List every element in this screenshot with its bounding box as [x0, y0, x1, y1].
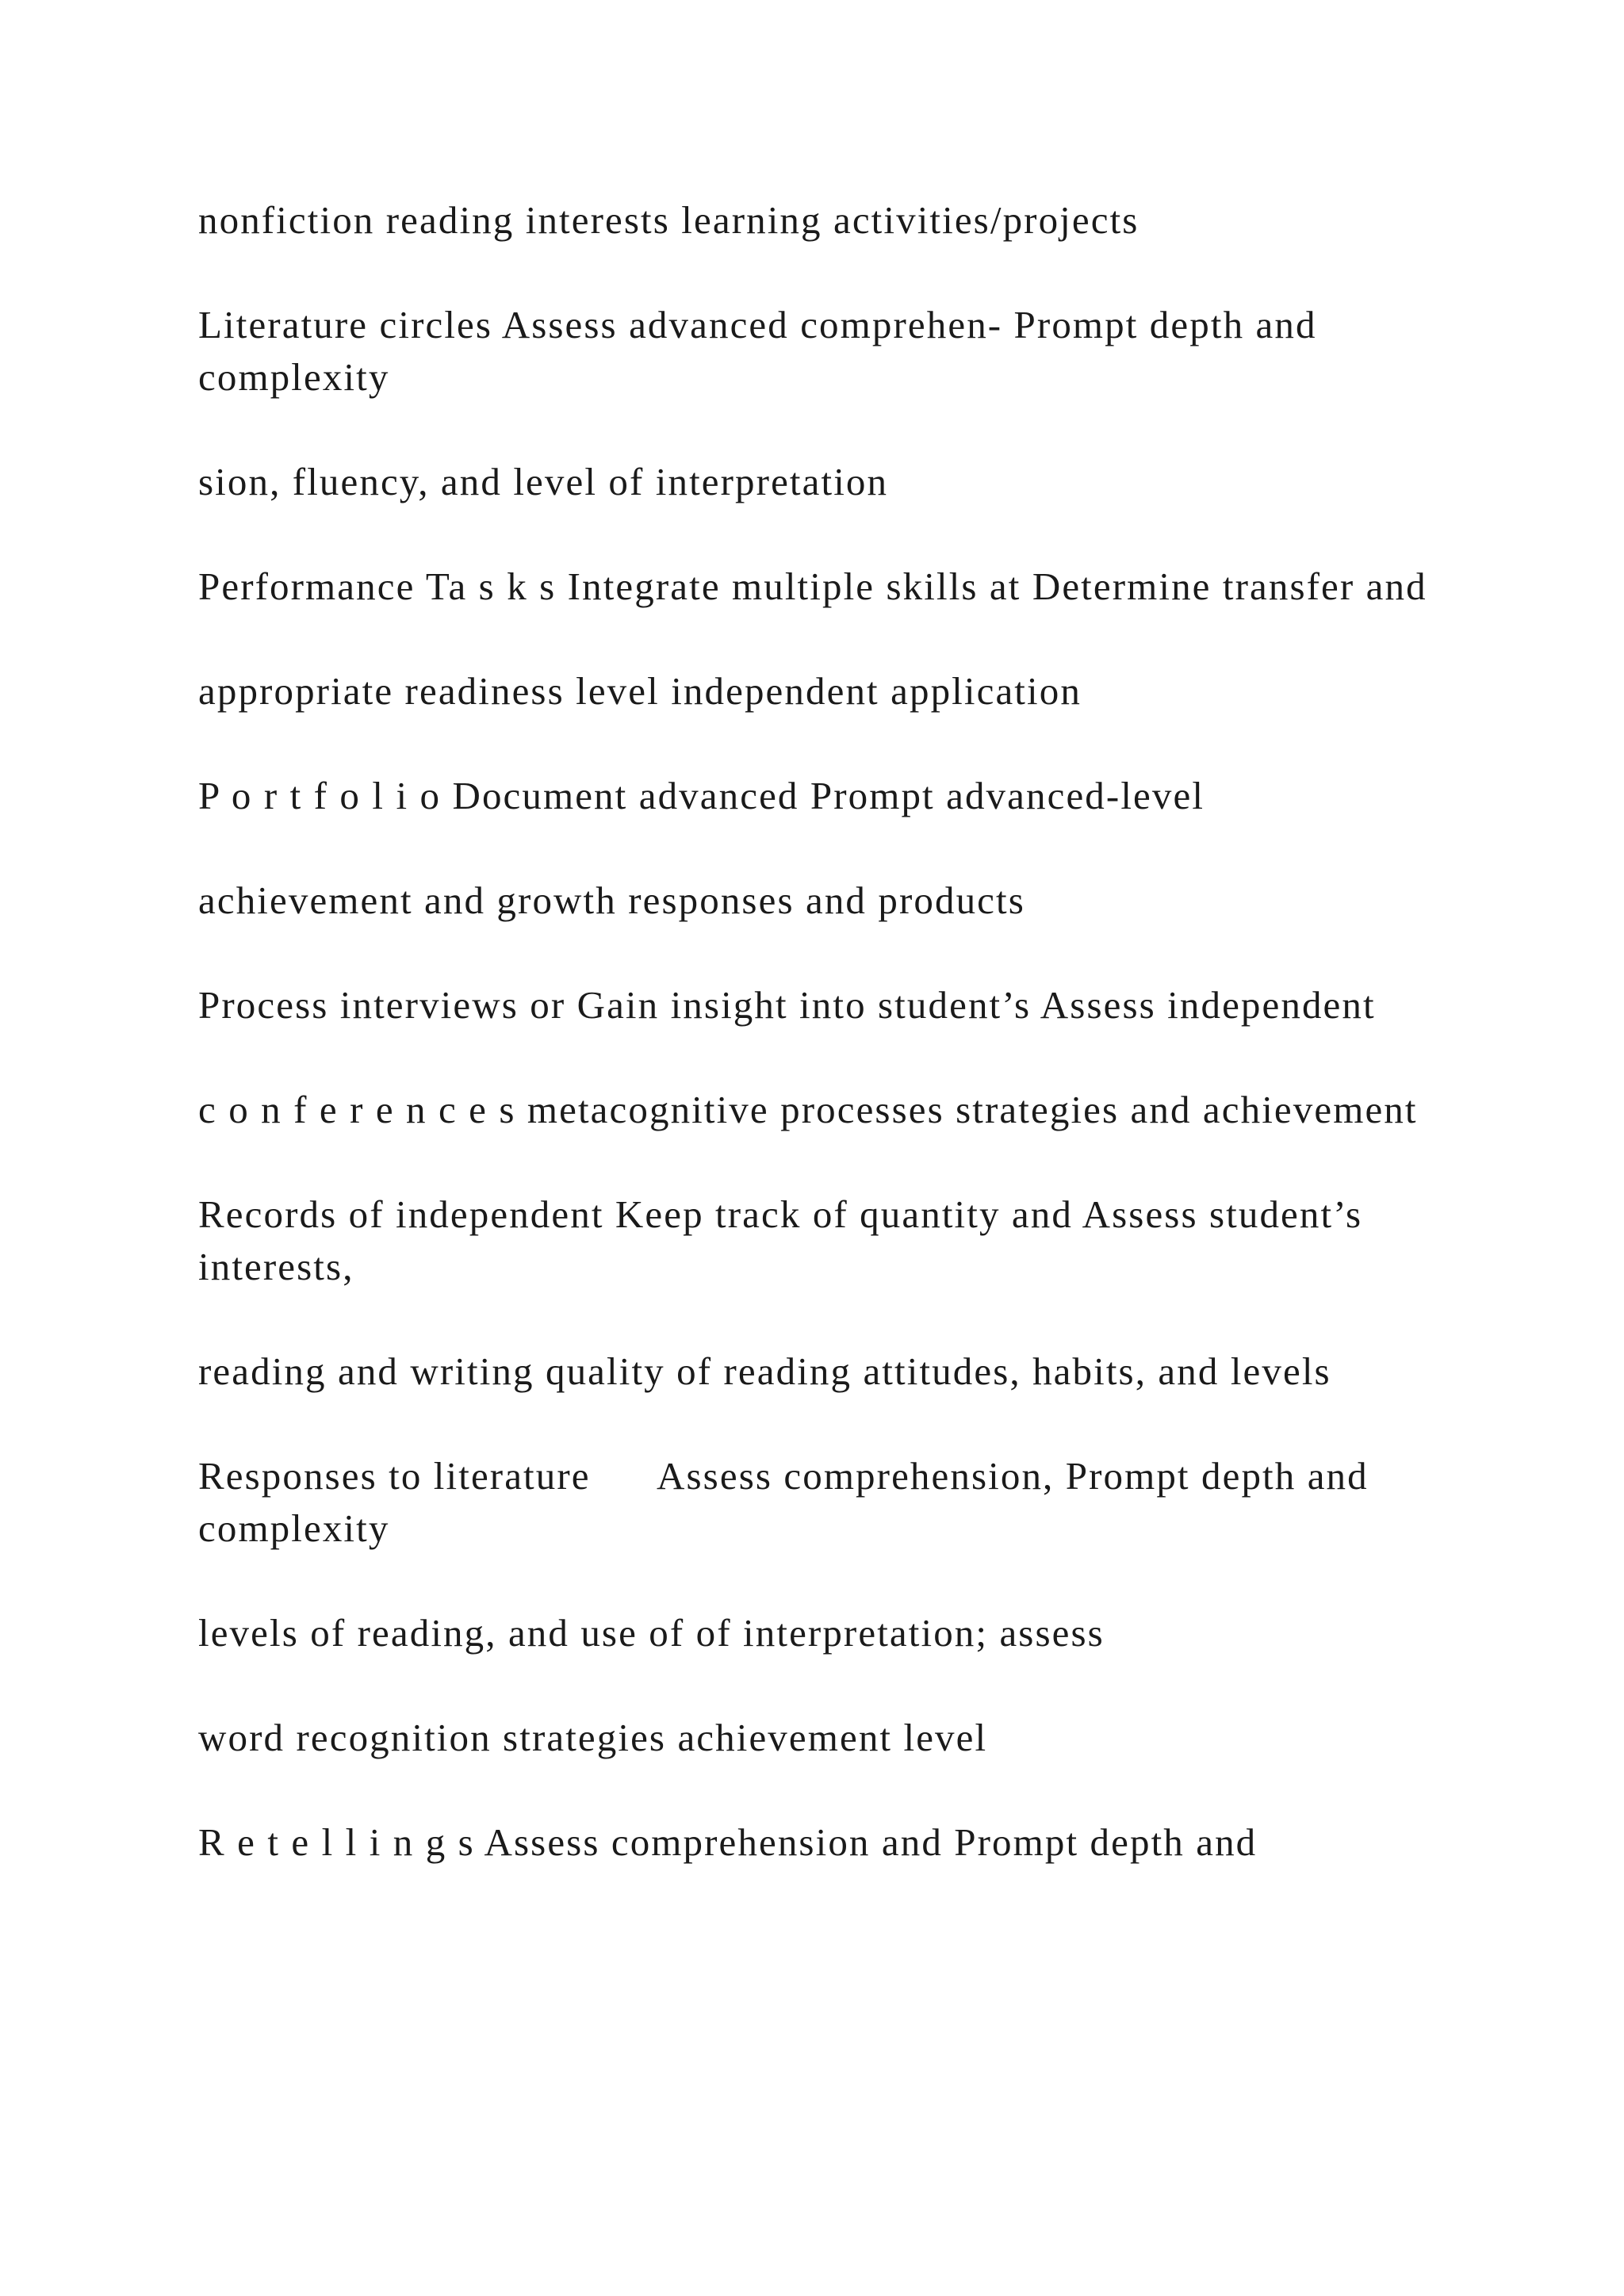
paragraph: R e t e l l i n g s Assess comprehension and Prompt depth and: [198, 1820, 1258, 1864]
paragraph: P o r t f o l i o Document advanced Prompt advanced-level: [198, 774, 1205, 817]
paragraph: Records of independent Keep track of quantity and Assess student’s interests,: [198, 1192, 1363, 1288]
paragraph: Literature circles Assess advanced comprehen- Prompt depth and complexity: [198, 303, 1317, 399]
paragraph: nonfiction reading interests learning activities/projects: [198, 198, 1139, 242]
paragraph: appropriate readiness level independent application: [198, 669, 1082, 713]
paragraph: sion, fluency, and level of interpretation: [198, 460, 889, 503]
paragraph: word recognition strategies achievement level: [198, 1716, 988, 1759]
paragraph: Responses to literature Assess comprehension, Prompt depth and complexity: [198, 1454, 1381, 1550]
paragraph: reading and writing quality of reading attitudes, habits, and levels: [198, 1349, 1331, 1393]
paragraph: Performance Ta s k s Integrate multiple skills at Determine transfer and: [198, 564, 1427, 608]
paragraph: Process interviews or Gain insight into student’s Assess independent: [198, 983, 1376, 1027]
paragraph: achievement and growth responses and products: [198, 878, 1025, 922]
paragraph: levels of reading, and use of of interpretation; assess: [198, 1611, 1105, 1655]
document-page: [198, 194, 1435, 1921]
paragraph: c o n f e r e n c e s metacognitive processes strategies and achievement: [198, 1088, 1418, 1131]
